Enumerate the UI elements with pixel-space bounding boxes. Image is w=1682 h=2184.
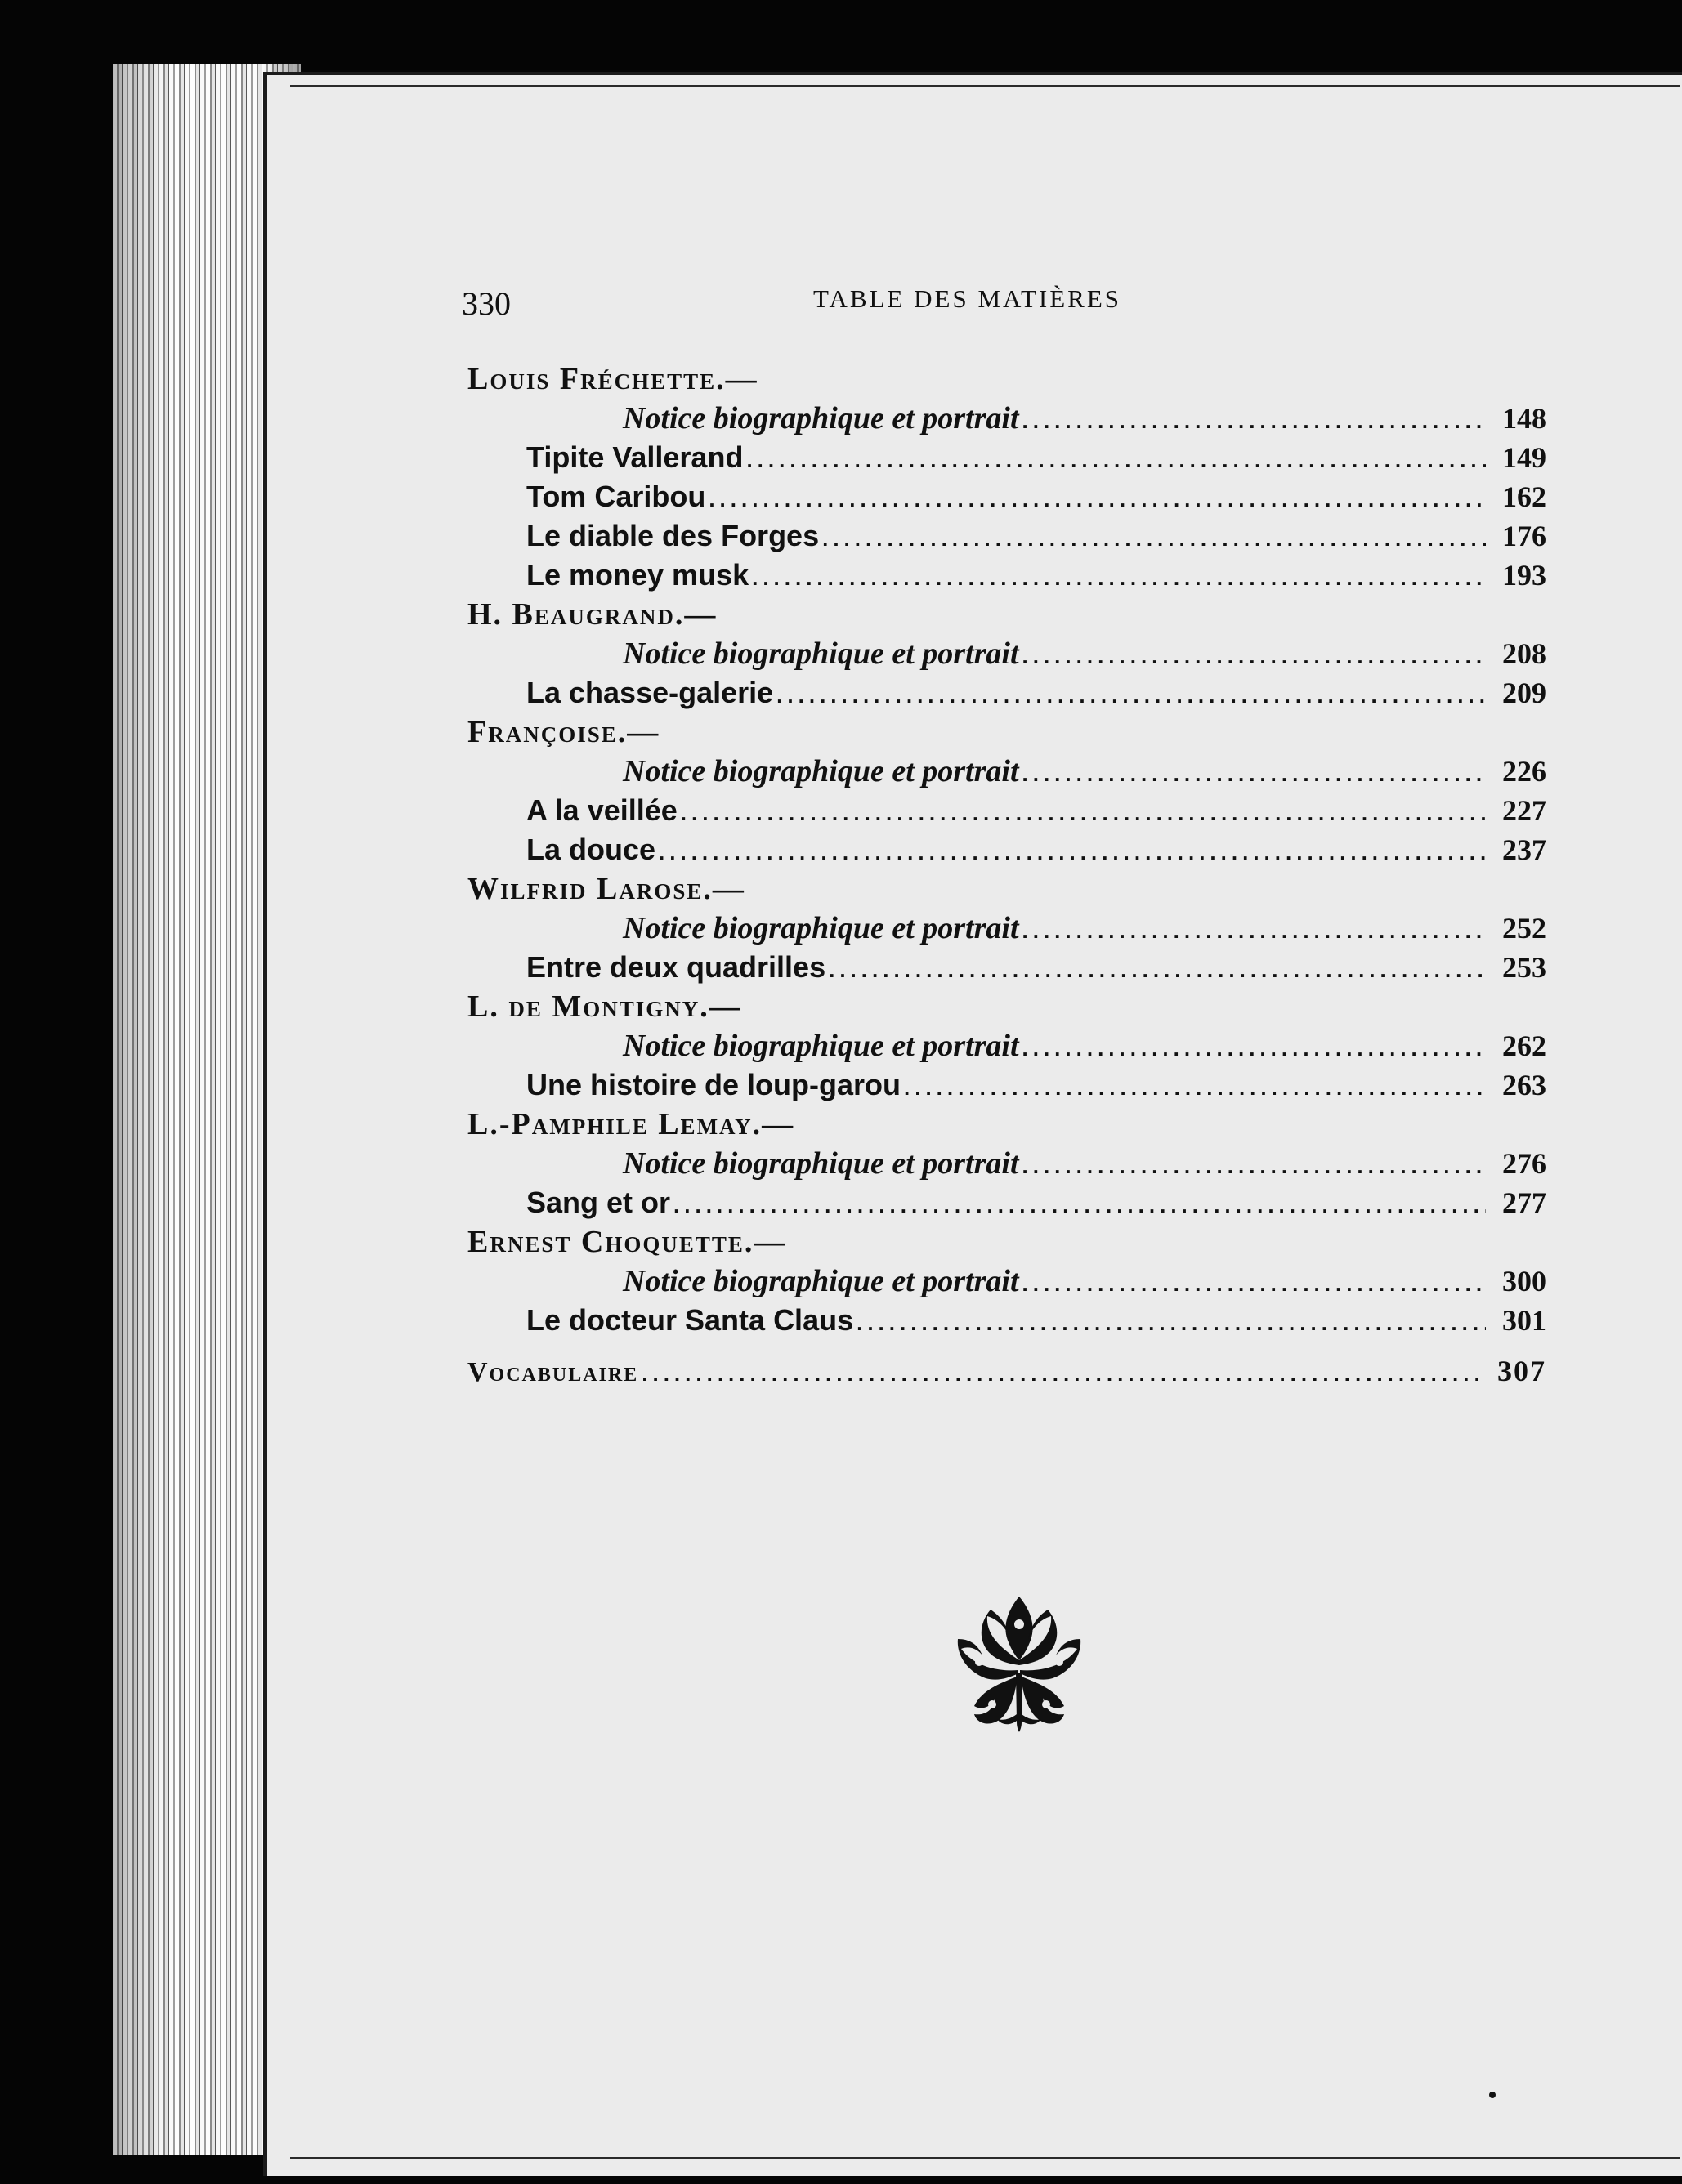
toc-entry-page: 262	[1502, 1029, 1546, 1062]
dot-leader	[673, 1186, 1486, 1225]
toc-entry-page: 253	[1502, 951, 1546, 984]
toc-entry-title: Tom Caribou	[526, 480, 706, 513]
dot-leader	[1022, 636, 1487, 676]
toc-entry-title: Notice biographique et portrait	[623, 911, 1019, 945]
scan-speck	[1489, 2092, 1496, 2098]
dot-leader	[1022, 1029, 1487, 1068]
dot-leader	[709, 480, 1486, 519]
dot-leader	[1022, 401, 1487, 440]
dot-leader	[642, 1354, 1486, 1393]
toc-entry[interactable]	[467, 791, 1546, 830]
toc-entry-title: Notice biographique et portrait	[623, 1146, 1019, 1181]
toc-entry-title: Notice biographique et portrait	[623, 1029, 1019, 1063]
toc-entry[interactable]	[467, 438, 1546, 477]
toc-author: H. Beaugrand.—	[467, 597, 718, 632]
toc-entry-title: Notice biographique et portrait	[623, 754, 1019, 788]
toc-section	[467, 360, 1546, 595]
toc-entry[interactable]	[467, 1301, 1546, 1340]
dot-leader	[681, 793, 1486, 833]
toc-entry-title: Notice biographique et portrait	[623, 636, 1019, 671]
dot-leader	[829, 950, 1486, 989]
page-number: 330	[462, 285, 511, 322]
toc-entry[interactable]	[467, 830, 1546, 869]
toc-entry-title: La douce	[526, 833, 656, 866]
toc-entry-page: 307	[1497, 1355, 1546, 1387]
toc-entry-page: 301	[1502, 1304, 1546, 1337]
dot-leader	[659, 833, 1486, 872]
toc-entry-title: Le diable des Forges	[526, 519, 820, 552]
running-title: TABLE DES MATIÈRES	[813, 284, 1122, 313]
toc-entry-title: A la veillée	[526, 793, 678, 827]
toc-entry-page: 176	[1502, 520, 1546, 552]
toc-entry-page: 162	[1502, 480, 1546, 513]
toc-entry-page: 237	[1502, 833, 1546, 866]
dot-leader	[822, 519, 1486, 558]
toc-author: Louis Fréchette.—	[467, 362, 758, 396]
toc-entry-page: 277	[1502, 1186, 1546, 1219]
toc-section	[467, 869, 1546, 987]
toc-entry-title: Sang et or	[526, 1186, 671, 1219]
toc-entry[interactable]	[467, 673, 1546, 712]
dot-leader	[746, 440, 1486, 480]
toc-entry-page: 148	[1502, 402, 1546, 435]
toc-section	[467, 1105, 1546, 1222]
toc-author: L.-Pamphile Lemay.—	[467, 1107, 795, 1141]
toc-section	[467, 1222, 1546, 1340]
toc-entry[interactable]	[467, 516, 1546, 556]
toc-author: L. de Montigny.—	[467, 989, 742, 1024]
toc-entry-page: 276	[1502, 1147, 1546, 1180]
toc-author: Françoise.—	[467, 715, 660, 749]
dot-leader	[1022, 911, 1487, 950]
toc-entry[interactable]	[467, 1183, 1546, 1222]
toc-entry-page: 263	[1502, 1069, 1546, 1101]
toc-author: Wilfrid Larose.—	[467, 872, 745, 906]
toc-entry-page: 226	[1502, 755, 1546, 788]
dot-leader	[857, 1303, 1486, 1342]
toc-section	[467, 712, 1546, 869]
dot-leader	[904, 1068, 1486, 1107]
toc-section	[467, 987, 1546, 1105]
toc-entry-page: 227	[1502, 794, 1546, 827]
toc-entry-page: 208	[1502, 637, 1546, 670]
toc-entry-vocabulary[interactable]	[467, 1351, 1546, 1391]
toc-entry[interactable]	[467, 1065, 1546, 1105]
fleuron-ornament-icon	[950, 1592, 1089, 1732]
toc-entry-title: Le money musk	[526, 558, 749, 592]
toc-entry-page: 149	[1502, 441, 1546, 474]
toc-entry-page: 193	[1502, 559, 1546, 592]
toc-entry[interactable]	[467, 1144, 1546, 1183]
page-top-rule	[290, 85, 1680, 87]
toc-entry[interactable]	[467, 399, 1546, 438]
dot-leader	[1022, 1146, 1487, 1186]
toc-entry[interactable]	[467, 634, 1546, 673]
dot-leader	[1022, 1264, 1487, 1303]
page-bottom-rule	[290, 2157, 1680, 2159]
toc-entry[interactable]	[467, 948, 1546, 987]
dot-leader	[1022, 754, 1487, 793]
table-of-contents	[467, 360, 1546, 1391]
toc-section	[467, 595, 1546, 712]
toc-entry[interactable]	[467, 1262, 1546, 1301]
toc-entry[interactable]	[467, 477, 1546, 516]
toc-entry[interactable]	[467, 556, 1546, 595]
dot-leader	[752, 558, 1486, 597]
toc-entry-page: 300	[1502, 1265, 1546, 1297]
toc-entry-page: 209	[1502, 677, 1546, 709]
toc-entry[interactable]	[467, 909, 1546, 948]
toc-entry[interactable]	[467, 1026, 1546, 1065]
dot-leader	[776, 676, 1486, 715]
toc-author: Ernest Choquette.—	[467, 1225, 787, 1259]
toc-entry-title: Tipite Vallerand	[526, 440, 744, 474]
toc-entry-title: Vocabulaire	[467, 1357, 639, 1387]
toc-entry-title: Le docteur Santa Claus	[526, 1303, 854, 1337]
toc-entry[interactable]	[467, 752, 1546, 791]
toc-entry-title: Notice biographique et portrait	[623, 1264, 1019, 1298]
toc-entry-page: 252	[1502, 912, 1546, 945]
toc-entry-title: Notice biographique et portrait	[623, 401, 1019, 435]
toc-entry-title: La chasse-galerie	[526, 676, 774, 709]
toc-entry-title: Une histoire de loup-garou	[526, 1068, 901, 1101]
toc-entry-title: Entre deux quadrilles	[526, 950, 826, 984]
